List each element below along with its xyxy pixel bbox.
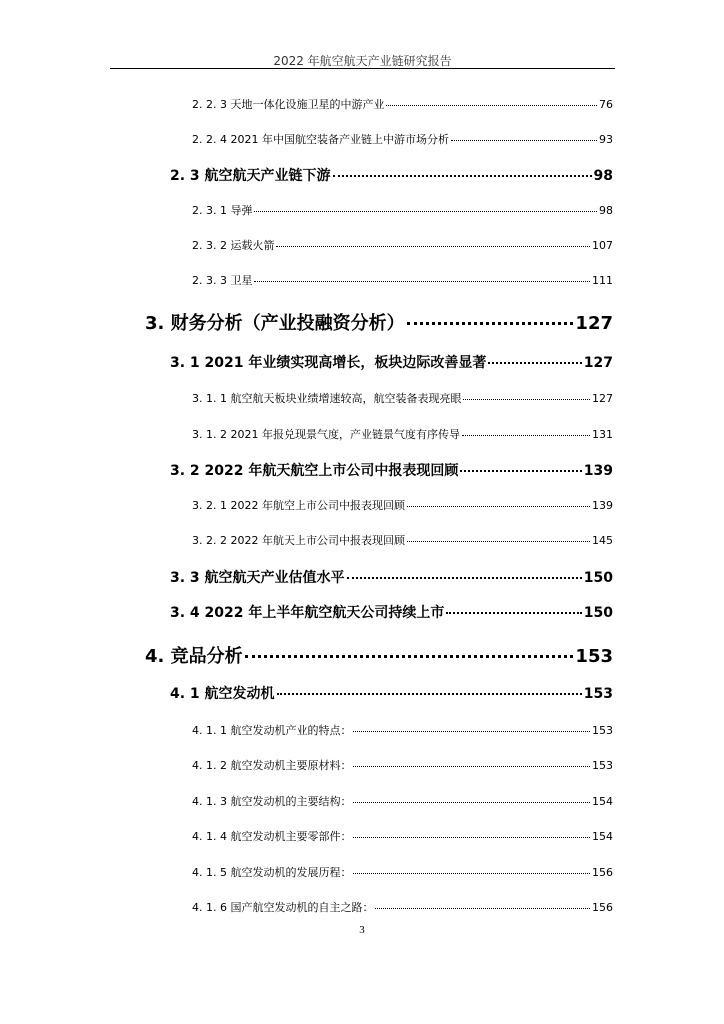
toc-entry-title: 2. 3. 3 卫星 — [192, 274, 253, 287]
toc-entry-title: 2. 2. 4 2021 年中国航空装备产业链上中游市场分析 — [192, 133, 449, 146]
toc-entry-page: 153 — [583, 686, 613, 702]
toc-entry[interactable] — [170, 683, 613, 703]
toc-entry[interactable] — [192, 722, 613, 738]
toc-entry[interactable] — [192, 390, 613, 406]
toc-entry-page: 139 — [583, 463, 613, 479]
toc-leader-dots — [347, 577, 582, 579]
toc-entry[interactable] — [192, 497, 613, 513]
toc-entry-page: 98 — [599, 204, 613, 217]
toc-entry[interactable] — [192, 899, 613, 915]
toc-entry-title: 4. 1. 1 航空发动机产业的特点： — [192, 724, 352, 737]
page-number: 3 — [359, 924, 365, 936]
toc-leader-dots — [375, 908, 590, 909]
toc-entry-title: 4. 1. 3 航空发动机的主要结构： — [192, 795, 352, 808]
toc-entry-title: 3. 1. 2 2021 年报兑现景气度，产业链景气度有序传导 — [192, 428, 460, 441]
toc-leader-dots — [353, 731, 590, 732]
toc-entry-page: 107 — [592, 239, 613, 252]
toc-entry-page: 156 — [592, 866, 613, 879]
toc-entry-page: 139 — [592, 499, 613, 512]
toc-leader-dots — [254, 211, 597, 212]
toc-leader-dots — [353, 802, 590, 803]
toc-entry-page: 150 — [583, 605, 613, 621]
toc-entry-page: 150 — [583, 570, 613, 586]
toc-entry[interactable] — [192, 131, 613, 147]
toc-entry-title: 3. 2. 2 2022 年航天上市公司中报表现回顾 — [192, 534, 405, 547]
toc-leader-dots — [353, 873, 590, 874]
toc-entry-title: 3. 1 2021 年业绩实现高增长，板块边际改善显著 — [170, 355, 487, 371]
toc-leader-dots — [460, 470, 581, 472]
toc-leader-dots — [407, 506, 590, 507]
toc-entry-page: 153 — [575, 646, 613, 667]
toc-entry-title: 4. 1. 6 国产航空发动机的自主之路： — [192, 901, 374, 914]
toc-leader-dots — [245, 655, 574, 658]
toc-leader-dots — [276, 246, 590, 247]
toc-entry[interactable] — [145, 642, 613, 668]
toc-leader-dots — [488, 362, 581, 364]
toc-entry[interactable] — [192, 757, 613, 773]
toc-entry-page: 76 — [599, 98, 613, 111]
toc-entry[interactable] — [145, 309, 613, 335]
toc-entry-title: 2. 3. 2 运载火箭 — [192, 239, 275, 252]
toc-entry[interactable] — [192, 202, 613, 218]
toc-entry-page: 93 — [599, 133, 613, 146]
toc-entry-title: 3. 1. 1 航空航天板块业绩增速较高，航空装备表现亮眼 — [192, 392, 462, 405]
toc-entry-page: 131 — [592, 428, 613, 441]
toc-entry[interactable] — [192, 864, 613, 880]
toc-entry-title: 2. 3. 1 导弹 — [192, 204, 253, 217]
running-header: 2022 年航空航天产业链研究报告 — [273, 54, 452, 68]
toc-entry[interactable] — [192, 426, 613, 442]
toc-entry-page: 153 — [592, 759, 613, 772]
toc-entry-page: 127 — [575, 313, 613, 334]
toc-entry[interactable] — [192, 237, 613, 253]
toc-entry[interactable] — [170, 460, 613, 480]
toc-leader-dots — [462, 435, 590, 436]
toc-entry[interactable] — [170, 352, 613, 372]
toc-entry-page: 154 — [592, 830, 613, 843]
toc-leader-dots — [353, 766, 590, 767]
toc-leader-dots — [407, 322, 574, 325]
toc-entry[interactable] — [170, 602, 613, 622]
toc-entry-page: 127 — [583, 355, 613, 371]
toc-entry-title: 2. 2. 3 天地一体化设施卫星的中游产业 — [192, 98, 385, 111]
toc-entry-title: 2. 3 航空航天产业链下游 — [170, 168, 331, 184]
toc-entry-page: 98 — [593, 168, 613, 184]
toc-entry[interactable] — [192, 272, 613, 288]
toc-leader-dots — [333, 175, 592, 177]
toc-leader-dots — [353, 837, 590, 838]
toc-entry-title: 3. 2. 1 2022 年航空上市公司中报表现回顾 — [192, 499, 405, 512]
toc-leader-dots — [386, 105, 597, 106]
toc-leader-dots — [463, 399, 590, 400]
toc-entry-page: 154 — [592, 795, 613, 808]
toc-entry-title: 4. 竞品分析 — [145, 646, 243, 667]
toc-leader-dots — [446, 612, 581, 614]
toc-entry-page: 111 — [592, 274, 613, 287]
toc-entry-title: 4. 1 航空发动机 — [170, 686, 275, 702]
toc-entry-title: 4. 1. 5 航空发动机的发展历程： — [192, 866, 352, 879]
toc-entry-title: 4. 1. 2 航空发动机主要原材料： — [192, 759, 352, 772]
toc-entry[interactable] — [170, 567, 613, 587]
toc-entry-title: 3. 4 2022 年上半年航空航天公司持续上市 — [170, 605, 445, 621]
toc-leader-dots — [254, 281, 590, 282]
toc-entry[interactable] — [170, 165, 613, 185]
toc-entry[interactable] — [192, 96, 613, 112]
toc-entry-page: 156 — [592, 901, 613, 914]
toc-entry-title: 3. 财务分析（产业投融资分析） — [145, 313, 405, 334]
toc-entry-title: 3. 2 2022 年航天航空上市公司中报表现回顾 — [170, 463, 459, 479]
toc-leader-dots — [451, 140, 597, 141]
toc-entry[interactable] — [192, 828, 613, 844]
toc-entry[interactable] — [192, 532, 613, 548]
toc-entry-page: 153 — [592, 724, 613, 737]
toc-leader-dots — [407, 541, 590, 542]
toc-entry-page: 127 — [592, 392, 613, 405]
toc-entry-title: 4. 1. 4 航空发动机主要零部件： — [192, 830, 352, 843]
toc-entry-title: 3. 3 航空航天产业估值水平 — [170, 570, 345, 586]
toc-entry[interactable] — [192, 793, 613, 809]
toc-leader-dots — [277, 693, 582, 695]
toc-entry-page: 145 — [592, 534, 613, 547]
